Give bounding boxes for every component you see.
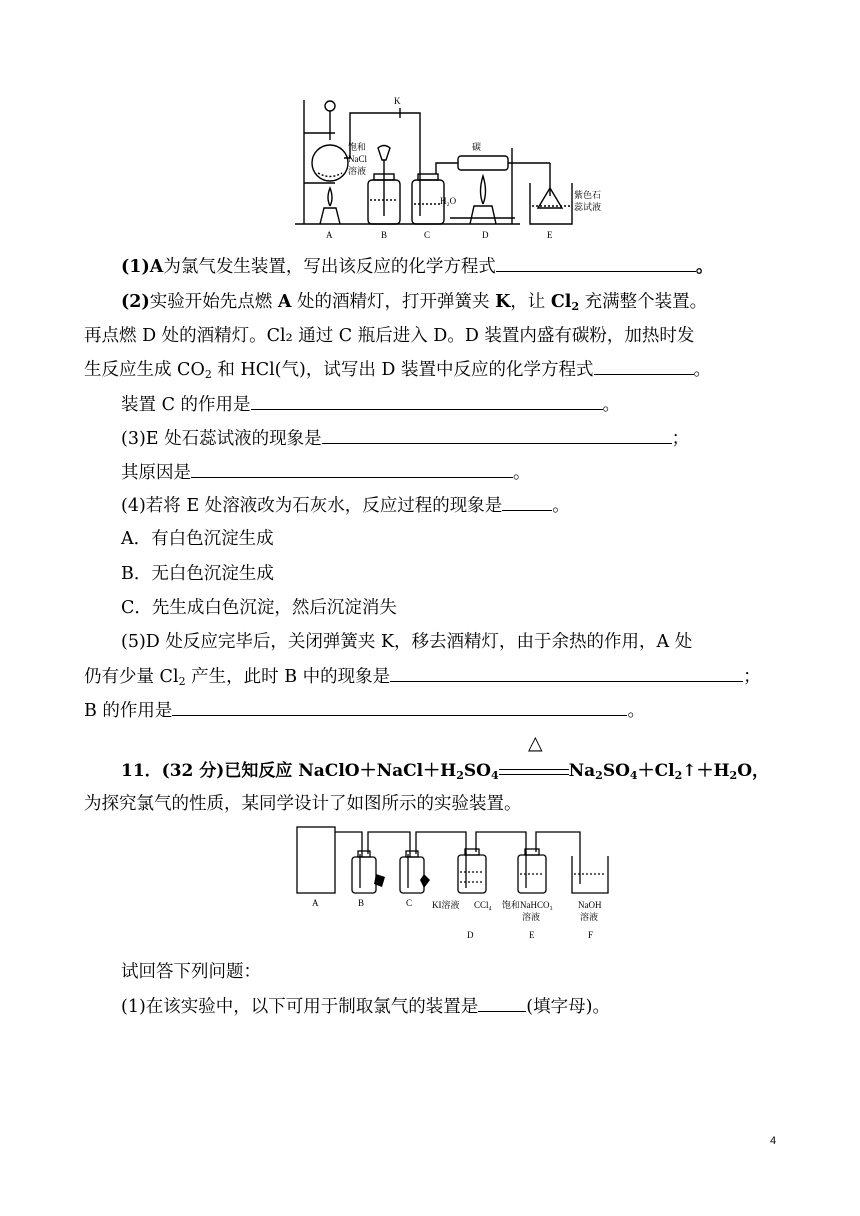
fig2-letter-d: D: [467, 930, 474, 940]
letter-e: E: [547, 230, 553, 240]
label-e-line1: 紫色石: [574, 190, 602, 200]
reaction-equals-sign: [499, 767, 569, 777]
label-carbon: 碳: [472, 142, 482, 152]
q11-intro: 为探究氯气的性质，某同学设计了如图所示的实验装置。: [84, 794, 522, 814]
q10-part2-line1: (2)实验开始先点燃 A 处的酒精灯，打开弹簧夹 K，让 $Cl_2$ 充满整个装置。: [121, 292, 708, 313]
label-water: H₂O: [440, 196, 457, 206]
fig2-label-e-line1: 饱和NaHCO₃: [502, 900, 553, 910]
answer-blank-6[interactable]: [502, 493, 552, 511]
fig2-label-f-line2: 溶液: [580, 912, 599, 922]
option-c: C．先生成白色沉淀，然后沉淀消失: [121, 598, 397, 618]
option-b: B．无白色沉淀生成: [121, 564, 274, 584]
label-b-line2: NaCl: [348, 154, 367, 164]
q11-part1: (1)在该实验中，以下可用于制取氯气的装置是 (填字母)。: [121, 994, 610, 1019]
q10-part5-line3: B 的作用是 。: [84, 698, 645, 723]
heat-symbol: △: [528, 732, 543, 754]
q10-part1: (1)A为氯气发生装置，写出该反应的化学方程式 。: [121, 254, 713, 279]
answer-blank-8[interactable]: [172, 698, 627, 716]
letter-d: D: [482, 230, 489, 240]
fig2-letter-e: E: [529, 930, 535, 940]
q10-part3-line2: 其原因是 。: [121, 460, 531, 485]
letter-b: B: [381, 230, 388, 240]
q10-part2-line4: 装置 C 的作用是 。: [121, 392, 620, 417]
answer-blank-9[interactable]: [478, 994, 526, 1012]
fig2-letter-b: B: [358, 898, 365, 908]
q10-part5-line1: (5)D 处反应完毕后，关闭弹簧夹 K，移去酒精灯，由于余热的作用，A 处: [121, 632, 693, 652]
answer-blank-7[interactable]: [390, 664, 743, 682]
figure-apparatus-1: [290, 88, 620, 243]
label-b-line3: 溶液: [348, 166, 367, 176]
fig2-letter-f: F: [588, 930, 594, 940]
q10-part3-line1: (3)E 处石蕊试液的现象是 ；: [121, 426, 689, 451]
q10-part5-line2: 仍有少量 $Cl_2$ 产生，此时 B 中的现象是 ；: [84, 664, 761, 689]
page-number: 4: [770, 1135, 777, 1147]
label-e-line2: 蕊试液: [574, 202, 602, 212]
answer-blank-3[interactable]: [251, 392, 603, 410]
q10-part2-line3: 生反应生成 $CO_2$ 和 HCl(气)，试写出 D 装置中反应的化学方程式 。: [84, 357, 711, 382]
fig2-letter-c: C: [406, 898, 413, 908]
option-a: A．有白色沉淀生成: [121, 529, 274, 549]
answer-blank-5[interactable]: [191, 460, 513, 478]
letter-c: C: [424, 230, 431, 240]
q10-part4: (4)若将 E 处溶液改为石灰水，反应过程的现象是 。: [121, 493, 570, 518]
answer-blank-2[interactable]: [594, 357, 694, 375]
fig2-label-e-line2: 溶液: [522, 912, 541, 922]
fig2-label-f-line1: NaOH: [578, 900, 602, 910]
q11-heading: 11．(32 分)已知反应 $NaClO+NaCl+H_2SO_4$ $Na_2SO_4+Cl_2↑+H_2O$，: [121, 761, 770, 782]
valve-k-label: K: [394, 96, 401, 106]
fig2-letter-a: A: [312, 898, 319, 908]
fig2-label-ccl4: CCl₄: [474, 900, 492, 910]
label-b-line1: 饱和: [348, 142, 367, 152]
q11-prompt: 试回答下列问题：: [121, 962, 261, 982]
q10-part2-line2: 再点燃 D 处的酒精灯。Cl₂ 通过 C 瓶后进入 D。D 装置内盛有碳粉，加热时发: [84, 326, 695, 346]
fig2-label-ki: KI溶液: [432, 900, 460, 910]
answer-blank-4[interactable]: [322, 426, 672, 444]
answer-blank-1[interactable]: [496, 254, 696, 272]
letter-a: A: [326, 230, 333, 240]
figure-apparatus-2: [290, 822, 630, 946]
